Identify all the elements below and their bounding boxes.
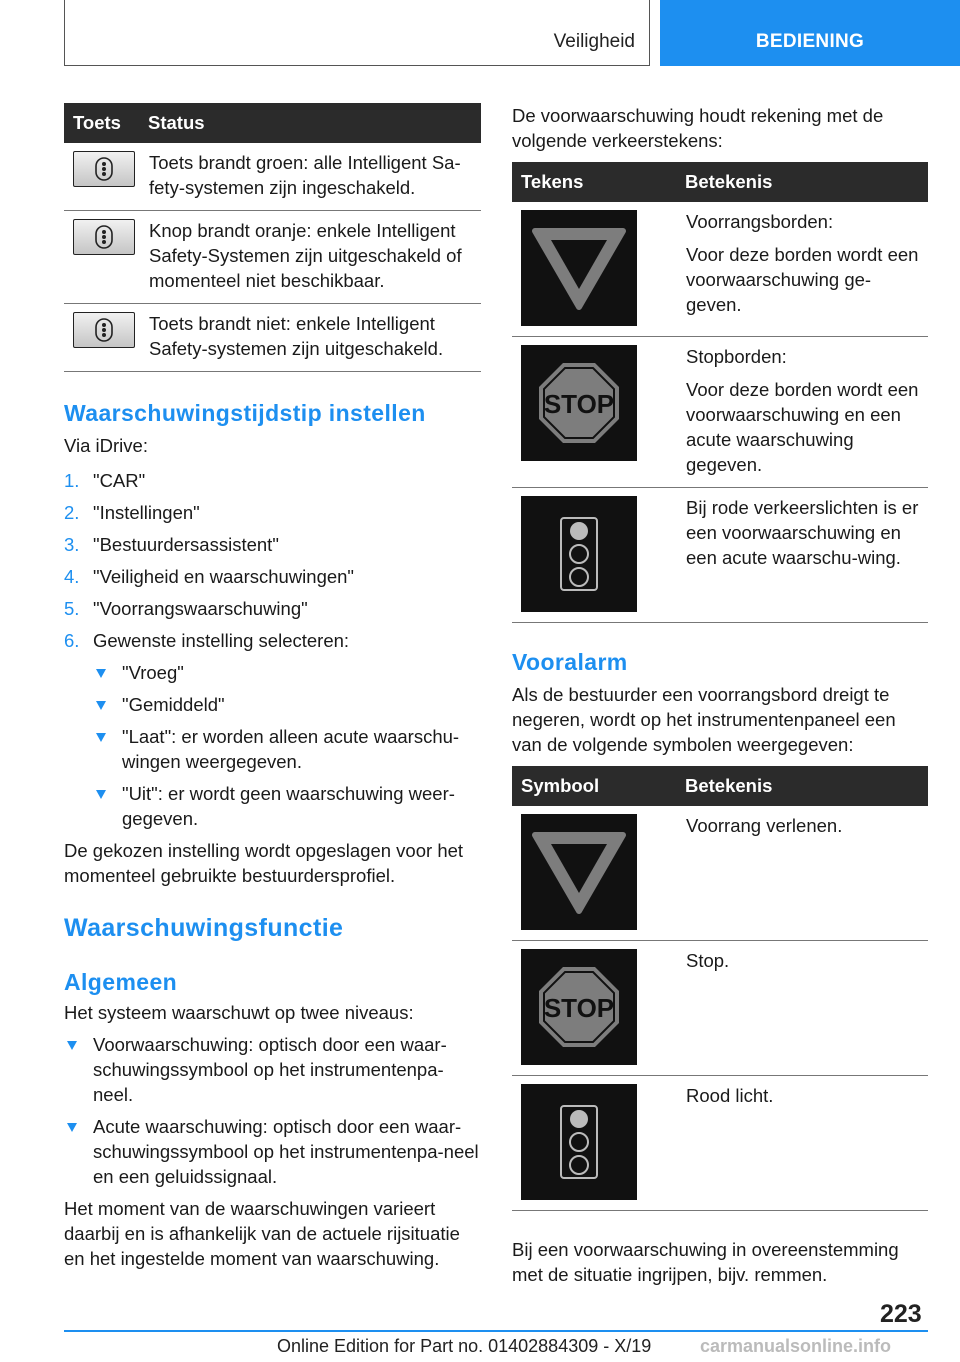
status-table-header-toets: Toets xyxy=(64,103,139,143)
bullet-triangle-icon xyxy=(96,733,106,742)
timing-steps-list xyxy=(64,468,481,831)
step-number: 6. xyxy=(64,630,80,651)
table-row xyxy=(512,941,928,1076)
footer-divider xyxy=(64,1330,928,1332)
status-text: Knop brandt oranje: enkele Intelligent Safety-Systemen zijn uitgeschakeld of momenteel niet beschikbaar. xyxy=(139,211,481,304)
warning-levels-list xyxy=(64,1032,481,1189)
list-item xyxy=(64,500,481,525)
table-row xyxy=(512,1076,928,1211)
timing-note: De gekozen instelling wordt opgeslagen voor het momenteel gebruikte bestuurdersprofiel. xyxy=(64,840,464,886)
header-section-box xyxy=(64,0,650,66)
list-item xyxy=(64,1114,481,1189)
prealarm-heading: Vooralarm xyxy=(512,649,628,675)
bullet-triangle-icon xyxy=(96,790,106,799)
level-text: Acute waarschuwing: optisch door een waar-schuwingssymbool op het instrumentenpa-neel en een geluidssignaal. xyxy=(93,1116,479,1187)
prealarm-intro: Als de bestuurder een voorrangsbord dreigt te negeren, wordt op het instrumentenpaneel een van de volgende symbolen weergegeven: xyxy=(512,684,896,755)
page-number: 223 xyxy=(880,1300,922,1328)
traffic-light-icon xyxy=(521,496,637,612)
yield-sign-icon xyxy=(521,210,637,326)
sign-meaning-text: Voor deze borden wordt een voorwaarschuwing ge-geven. xyxy=(686,244,919,315)
footer-edition: Online Edition for Part no. 01402884309 - X/19 xyxy=(277,1336,652,1356)
step-text: "Veiligheid en waarschuwingen" xyxy=(93,566,354,587)
option-text: "Vroeg" xyxy=(122,662,184,683)
sign-meaning-title: Stopborden: xyxy=(686,346,787,367)
level-text: Voorwaarschuwing: optisch door een waar-schuwingssymbool op het instrumentenpa-neel. xyxy=(93,1034,447,1105)
function-heading: Waarschuwingsfunctie xyxy=(64,914,344,942)
table-row xyxy=(64,211,481,304)
symbol-meaning: Stop. xyxy=(676,941,928,1076)
watermark: carmanualsonline.info xyxy=(700,1336,892,1356)
list-item xyxy=(93,724,481,774)
right-column xyxy=(512,103,928,1287)
intelligent-safety-button-icon xyxy=(73,312,135,348)
prealarm-table-header-symbool: Symbool xyxy=(512,766,676,806)
step-text: Gewenste instelling selecteren: xyxy=(93,630,350,651)
signs-table-header-tekens: Tekens xyxy=(512,162,676,202)
step-number: 3. xyxy=(64,534,80,555)
table-row xyxy=(512,337,928,488)
function-note: Het moment van de waarschuwingen varieert daarbij en is afhankelijk van de actuele rijsituatie en het ingestelde moment van waarschuwing. xyxy=(64,1198,460,1269)
step-number: 1. xyxy=(64,470,80,491)
step-text: "Instellingen" xyxy=(93,502,200,523)
symbol-meaning: Voorrang verlenen. xyxy=(676,806,928,941)
bullet-triangle-icon xyxy=(96,701,106,710)
stop-sign-label: STOP xyxy=(543,993,615,1023)
step-number: 2. xyxy=(64,502,80,523)
list-item xyxy=(64,596,481,621)
bullet-triangle-icon xyxy=(67,1123,77,1132)
list-item xyxy=(64,1032,481,1107)
option-text: "Gemiddeld" xyxy=(122,694,225,715)
sign-meaning-text: Bij rode verkeerslichten is er een voorwaarschuwing en een acute waarschu-wing. xyxy=(686,497,919,568)
stop-sign-icon xyxy=(521,949,637,1065)
intelligent-safety-button-icon xyxy=(73,151,135,187)
list-item xyxy=(64,628,481,653)
table-row xyxy=(64,304,481,372)
step-number: 4. xyxy=(64,566,80,587)
header-section-title: Veiligheid xyxy=(553,31,635,52)
symbol-meaning: Rood licht. xyxy=(676,1076,928,1211)
sign-meaning-title: Voorrangsborden: xyxy=(686,211,834,232)
yield-sign-icon xyxy=(521,814,637,930)
status-table xyxy=(64,103,481,372)
stop-sign-icon xyxy=(521,345,637,461)
table-row xyxy=(512,202,928,337)
step-text: "Bestuurdersassistent" xyxy=(93,534,279,555)
bullet-triangle-icon xyxy=(96,669,106,678)
list-item xyxy=(93,781,481,831)
function-subheading: Algemeen xyxy=(64,969,178,995)
step-text: "CAR" xyxy=(93,470,146,491)
prealarm-table xyxy=(512,766,928,1211)
left-column xyxy=(64,103,481,1271)
list-item xyxy=(64,532,481,557)
signs-table xyxy=(512,162,928,623)
prealarm-note: Bij een voorwaarschuwing in overeenstemming met de situatie ingrijpen, bijv. remmen. xyxy=(512,1239,899,1285)
header-chapter-title: BEDIENING xyxy=(755,31,865,52)
signs-table-header-betekenis: Betekenis xyxy=(676,162,928,202)
table-row xyxy=(512,488,928,623)
function-intro: Het systeem waarschuwt op twee niveaus: xyxy=(64,1002,414,1023)
signs-intro: De voorwaarschuwing houdt rekening met de volgende verkeerstekens: xyxy=(512,105,884,151)
stop-sign-label: STOP xyxy=(543,389,615,419)
list-item xyxy=(64,468,481,493)
status-text: Toets brandt niet: enkele Intelligent Safety-systemen zijn uitgeschakeld. xyxy=(139,304,481,372)
list-item xyxy=(93,660,481,685)
table-row xyxy=(512,806,928,941)
list-item xyxy=(93,692,481,717)
option-text: "Laat": er worden alleen acute waarschu-wingen weergegeven. xyxy=(122,726,460,772)
timing-intro: Via iDrive: xyxy=(64,435,148,456)
intelligent-safety-button-icon xyxy=(73,219,135,255)
bullet-triangle-icon xyxy=(67,1041,77,1050)
list-item xyxy=(64,564,481,589)
step-text: "Voorrangswaarschuwing" xyxy=(93,598,308,619)
table-row xyxy=(64,143,481,211)
traffic-light-icon xyxy=(521,1084,637,1200)
status-text: Toets brandt groen: alle Intelligent Sa-fety-systemen zijn ingeschakeld. xyxy=(139,143,481,211)
header-chapter-tab xyxy=(660,0,960,66)
sign-meaning-text: Voor deze borden wordt een voorwaarschuwing en een acute waarschuwing gegeven. xyxy=(686,379,919,475)
timing-heading: Waarschuwingstijdstip instellen xyxy=(64,400,426,426)
prealarm-table-header-betekenis: Betekenis xyxy=(676,766,928,806)
option-text: "Uit": er wordt geen waarschuwing weer-gegeven. xyxy=(122,783,455,829)
status-table-header-status: Status xyxy=(139,103,481,143)
step-number: 5. xyxy=(64,598,80,619)
